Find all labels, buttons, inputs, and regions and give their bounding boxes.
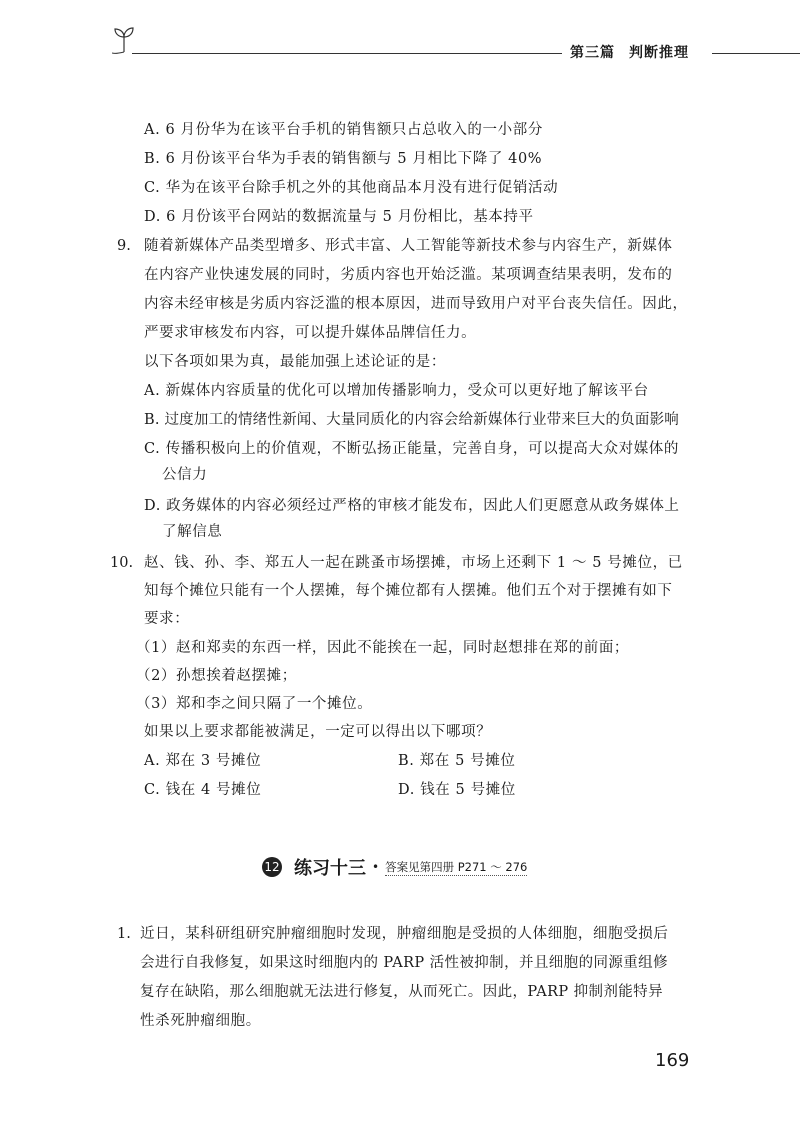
q9-option-b: B. 过度加工的情绪性新闻、大量同质化的内容会给新媒体行业带来巨大的负面影响	[144, 412, 679, 428]
q10-condition: （3）郑和李之间只隔了一个摊位。	[136, 696, 373, 712]
q10-option-d: D. 钱在 5 号摊位	[398, 782, 516, 798]
sprout-icon	[112, 24, 136, 54]
q9-option-d-cont: 了解信息	[162, 524, 223, 540]
q9-stem-line: 在内容产业快速发展的同时，劣质内容也开始泛滥。某项调查结果表明，发布的	[144, 267, 673, 283]
q9-stem-line: 严要求审核发布内容，可以提升媒体品牌信任力。	[144, 325, 477, 341]
header-rule-left	[132, 53, 562, 54]
q10-condition: （1）赵和郑卖的东西一样，因此不能挨在一起，同时赵想排在郑的前面；	[136, 640, 630, 656]
q8-option-c: C. 华为在该平台除手机之外的其他商品本月没有进行促销活动	[144, 180, 559, 196]
section-heading	[262, 854, 527, 880]
header-part: 第三篇	[570, 45, 615, 61]
header-chapter-title: 判断推理	[629, 45, 689, 61]
q8-option-a: A. 6 月份华为在该平台手机的销售额只占总收入的一小部分	[144, 122, 543, 138]
q10-stem-line: 知每个摊位只能有一个人摆摊，每个摊位都有人摆摊。他们五个对于摆摊有如下	[144, 583, 673, 599]
q1-number: 1.	[117, 926, 131, 942]
q1-stem-line: 复存在缺陷，那么细胞就无法进行修复，从而死亡。因此，PARP 抑制剂能特异	[140, 984, 663, 1000]
q9-number: 9.	[117, 238, 131, 254]
q10-option-c: C. 钱在 4 号摊位	[144, 782, 262, 798]
q10-number: 10.	[110, 555, 134, 571]
q9-option-c-cont: 公信力	[162, 467, 208, 483]
q9-stem-line: 内容未经审核是劣质内容泛滥的根本原因，进而导致用户对平台丧失信任。因此，	[144, 296, 688, 312]
section-separator: •	[372, 860, 380, 874]
running-header	[570, 42, 689, 62]
q9-option-a: A. 新媒体内容质量的优化可以增加传播影响力，受众可以更好地了解该平台	[144, 383, 649, 399]
q10-stem-line: 赵、钱、孙、李、郑五人一起在跳蚤市场摆摊，市场上还剩下 1 ～ 5 号摊位，已	[144, 555, 683, 571]
q1-stem-line: 性杀死肿瘤细胞。	[140, 1013, 261, 1029]
q10-stem-line: 要求：	[144, 611, 190, 627]
page-number: 169	[655, 1050, 690, 1071]
q10-question: 如果以上要求都能被满足，一定可以得出以下哪项？	[144, 724, 492, 740]
q9-option-c: C. 传播积极向上的价值观，不断弘扬正能量，完善自身，可以提高大众对媒体的	[144, 441, 679, 457]
q9-stem-line: 随着新媒体产品类型增多、形式丰富、人工智能等新技术参与内容生产，新媒体	[144, 238, 673, 254]
section-title: 练习十三	[294, 858, 366, 879]
q9-question: 以下各项如果为真，最能加强上述论证的是：	[144, 354, 446, 370]
header-rule-right	[712, 53, 800, 54]
section-number-badge: 12	[262, 857, 282, 877]
q1-stem-line: 近日，某科研组研究肿瘤细胞时发现，肿瘤细胞是受损的人体细胞，细胞受损后	[140, 926, 669, 942]
answer-reference: 答案见第四册 P271 ～ 276	[385, 860, 528, 874]
q10-option-a: A. 郑在 3 号摊位	[144, 753, 262, 769]
q9-option-d: D. 政务媒体的内容必须经过严格的审核才能发布，因此人们更愿意从政务媒体上	[144, 498, 680, 514]
q1-stem-line: 会进行自我修复，如果这时细胞内的 PARP 活性被抑制，并且细胞的同源重组修	[140, 955, 668, 971]
q8-option-d: D. 6 月份该平台网站的数据流量与 5 月份相比，基本持平	[144, 209, 534, 225]
q8-option-b: B. 6 月份该平台华为手表的销售额与 5 月相比下降了 40%	[144, 151, 543, 167]
q10-option-b: B. 郑在 5 号摊位	[398, 753, 516, 769]
q10-condition: （2）孙想挨着赵摆摊；	[136, 668, 297, 684]
